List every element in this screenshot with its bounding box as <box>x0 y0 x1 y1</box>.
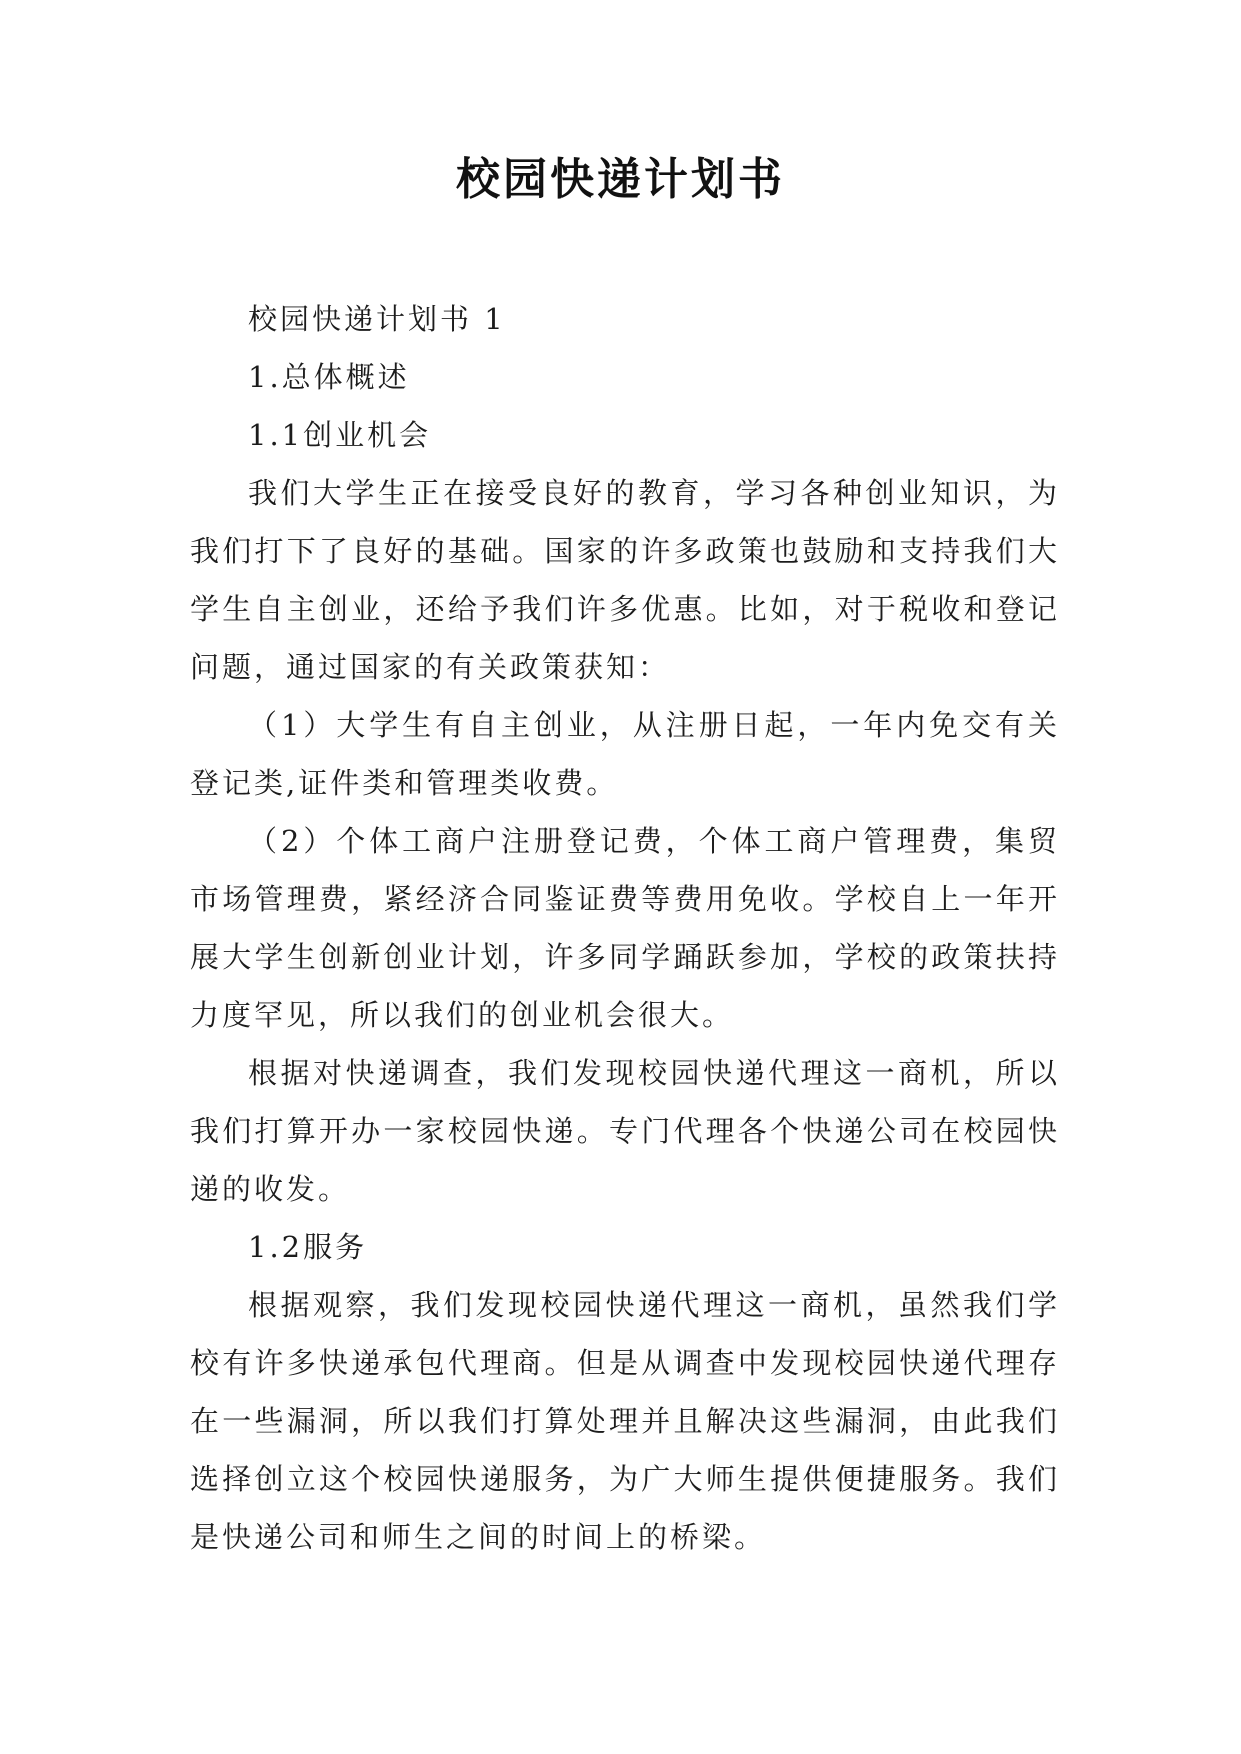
document-body <box>190 290 1060 1566</box>
body-paragraph: 我们大学生正在接受良好的教育，学习各种创业知识，为我们打下了良好的基础。国家的许多政策也鼓励和支持我们大学生自主创业，还给予我们许多优惠。比如，对于税收和登记问题，通过国家的有关政策获知： <box>190 476 1060 684</box>
body-paragraph: 根据观察，我们发现校园快递代理这一商机，虽然我们学校有许多快递承包代理商。但是从调查中发现校园快递代理存在一些漏洞，所以我们打算处理并且解决这些漏洞，由此我们选择创立这个校园快递服务，为广大师生提供便捷服务。我们是快递公司和师生之间的时间上的桥梁。 <box>190 1288 1060 1554</box>
list-item-paragraph: （2）个体工商户注册登记费，个体工商户管理费，集贸市场管理费，紧经济合同鉴证费等费用免收。学校自上一年开展大学生创新创业计划，许多同学踊跃参加，学校的政策扶持力度罕见，所以我们的创业机会很大。 <box>190 824 1060 1032</box>
list-item-paragraph: （1）大学生有自主创业，从注册日起，一年内免交有关登记类,证件类和管理类收费。 <box>190 708 1060 800</box>
subsection-heading: 1.2服务 <box>248 1230 368 1264</box>
section-heading: 1.总体概述 <box>248 360 410 394</box>
section-heading: 校园快递计划书 1 <box>248 302 506 336</box>
subsection-heading: 1.1创业机会 <box>248 418 432 452</box>
document-title: 校园快递计划书 <box>456 154 785 205</box>
body-paragraph: 根据对快递调查，我们发现校园快递代理这一商机，所以我们打算开办一家校园快递。专门代理各个快递公司在校园快递的收发。 <box>190 1056 1060 1206</box>
